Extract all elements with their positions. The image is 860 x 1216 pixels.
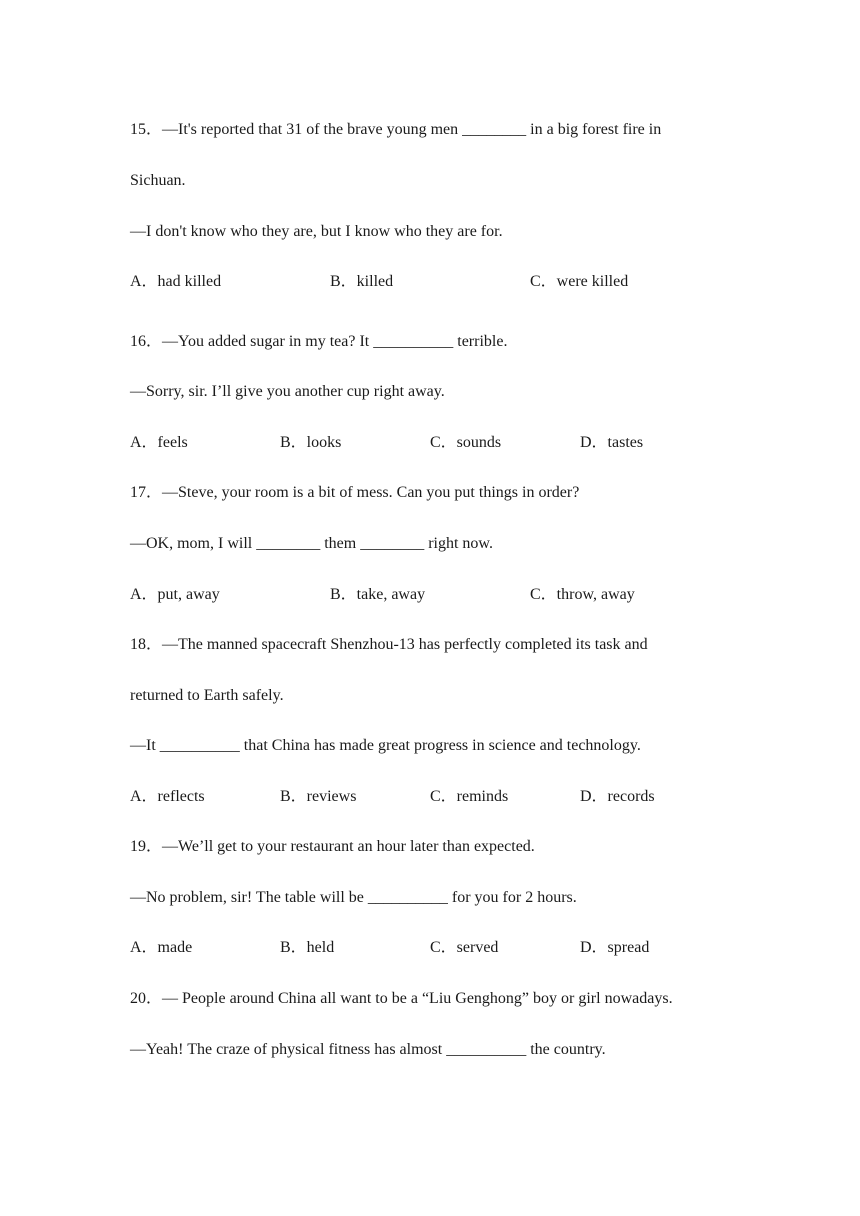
question-text: —Steve, your room is a bit of mess. Can you put things in order? [162,484,580,501]
question-text: —It's reported that 31 of the brave young men ________ in a big forest fire in [162,121,662,138]
question-19-line-2: —No problem, sir! The table will be __________ for you for 2 hours. [130,889,577,906]
question-17-option-c: C．throw, away [530,586,635,603]
question-18-option-d: D．records [580,788,655,805]
question-number: 20． [130,990,163,1007]
question-17-option-a: A．put, away [130,586,220,603]
question-19-option-b: B．held [280,939,335,956]
question-17-line-1 [130,483,579,503]
question-number: 16． [130,333,163,350]
question-number: 15． [130,121,163,138]
question-number: 19． [130,838,163,855]
question-15-option-a: A．had killed [130,273,222,290]
question-15-option-b: B．killed [330,273,394,290]
question-15-line-3: —I don't know who they are, but I know who they are for. [130,223,503,240]
question-19-option-c: C．served [430,939,499,956]
question-number: 17． [130,484,163,501]
question-19-line-1 [130,837,535,857]
question-number: 18． [130,636,163,653]
question-20-line-1 [130,989,673,1009]
question-text: —You added sugar in my tea? It __________ terrible. [162,333,508,350]
question-text: —We’ll get to your restaurant an hour later than expected. [162,838,535,855]
question-text: —The manned spacecraft Shenzhou-13 has perfectly completed its task and [162,636,648,653]
question-text: — People around China all want to be a “Liu Genghong” boy or girl nowadays. [162,990,673,1007]
question-20-line-2: —Yeah! The craze of physical fitness has almost __________ the country. [130,1041,606,1058]
question-16-option-a: A．feels [130,434,188,451]
question-18-option-c: C．reminds [430,788,509,805]
question-17-option-b: B．take, away [330,586,426,603]
question-16-line-2: —Sorry, sir. I’ll give you another cup right away. [130,383,445,400]
question-19-option-a: A．made [130,939,193,956]
question-18-line-1 [130,635,648,655]
question-16-line-1 [130,332,507,352]
question-19-option-d: D．spread [580,939,650,956]
question-18-line-3: —It __________ that China has made great progress in science and technology. [130,737,641,754]
question-16-option-d: D．tastes [580,434,644,451]
question-17-line-2: —OK, mom, I will ________ them ________ right now. [130,535,493,552]
question-15-line-2: Sichuan. [130,172,186,189]
question-16-option-c: C．sounds [430,434,502,451]
question-18-option-b: B．reviews [280,788,357,805]
question-16-option-b: B．looks [280,434,342,451]
question-15-option-c: C．were killed [530,273,629,290]
question-18-option-a: A．reflects [130,788,205,805]
question-15-line-1 [130,120,661,140]
question-18-line-2: returned to Earth safely. [130,687,284,704]
